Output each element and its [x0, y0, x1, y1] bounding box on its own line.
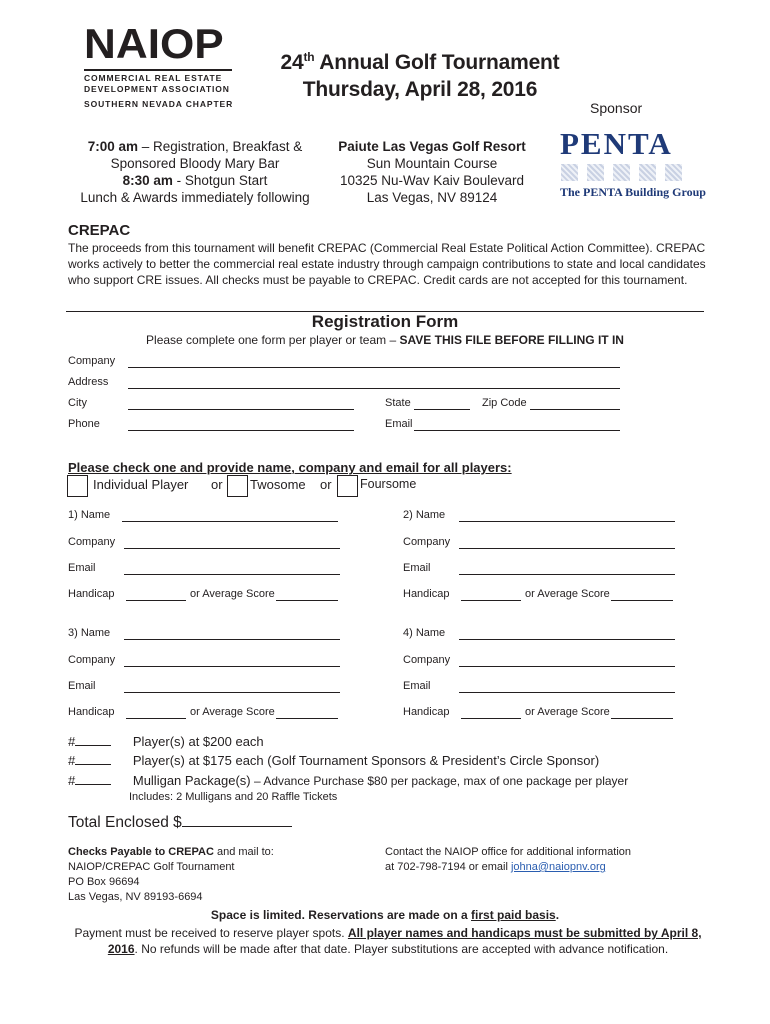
- penta-wordmark: PENTA: [560, 126, 673, 161]
- sponsor-label: Sponsor: [590, 100, 643, 116]
- total-enclosed: Total Enclosed $: [68, 812, 292, 832]
- player-1-avg-label: or Average Score: [190, 588, 275, 600]
- form-title: Registration Form: [311, 312, 459, 331]
- form-instructions: Please complete one form per player or team – SAVE THIS FILE BEFORE FILLING IT IN: [146, 333, 624, 347]
- logo-line-1: COMMERCIAL REAL ESTATE: [84, 73, 223, 83]
- player-3-email-field[interactable]: [124, 692, 340, 693]
- zip-label: Zip Code: [482, 397, 527, 409]
- event-title: [240, 44, 600, 103]
- logo-divider: [84, 69, 232, 71]
- player-3-avg-label: or Average Score: [190, 706, 275, 718]
- price-row-mulligan: # Mulligan Package(s) – Advance Purchase $80 per package, max of one package per player: [68, 773, 629, 788]
- player-2-avg-field[interactable]: [611, 600, 673, 601]
- player-2-name-field[interactable]: [459, 521, 675, 522]
- or-text: or: [320, 477, 332, 492]
- title-line-2: Thursday, April 28, 2016: [302, 78, 538, 101]
- player-4-email-label: Email: [403, 680, 431, 692]
- player-1-company-field[interactable]: [124, 548, 340, 549]
- player-4-name-label: 4) Name: [403, 627, 446, 639]
- sponsor-qty-field[interactable]: [75, 752, 111, 765]
- standard-qty-field[interactable]: [75, 733, 111, 746]
- address-field[interactable]: [128, 388, 620, 389]
- price-row-standard: # Player(s) at $200 each: [68, 734, 264, 749]
- player-1-name-label: 1) Name: [68, 509, 111, 521]
- company-label: Company: [68, 355, 116, 367]
- player-2-name-label: 2) Name: [403, 509, 446, 521]
- schedule: 7:00 am – Registration, Breakfast & Sponsored Bloody Mary Bar 8:30 am - Shotgun Start Lunch & Awards immediately following: [80, 139, 310, 205]
- player-4-handicap-label: Handicap: [403, 706, 450, 718]
- phone-field[interactable]: [128, 430, 354, 431]
- naiop-wordmark: NAIOP: [84, 20, 224, 67]
- player-3-name-label: 3) Name: [68, 627, 111, 639]
- state-field[interactable]: [414, 409, 470, 410]
- player-3-avg-field[interactable]: [276, 718, 338, 719]
- penta-logo: [560, 126, 706, 200]
- price-row-sponsor: # Player(s) at $175 each (Golf Tournament Sponsors & President’s Circle Sponsor): [68, 753, 600, 768]
- company-field[interactable]: [128, 367, 620, 368]
- player-3-company-field[interactable]: [124, 666, 340, 667]
- email-label: Email: [385, 418, 413, 430]
- player-2-company-field[interactable]: [459, 548, 675, 549]
- player-1-handicap-label: Handicap: [68, 588, 115, 600]
- player-4-name-field[interactable]: [459, 639, 675, 640]
- player-4-company-label: Company: [403, 654, 451, 666]
- mulligan-includes: Includes: 2 Mulligans and 20 Raffle Tickets: [129, 791, 338, 803]
- penta-subtitle: The PENTA Building Group: [560, 185, 706, 199]
- total-field[interactable]: [182, 812, 292, 827]
- zip-field[interactable]: [530, 409, 620, 410]
- logo-line-2: DEVELOPMENT ASSOCIATION: [84, 84, 230, 94]
- player-2-email-field[interactable]: [459, 574, 675, 575]
- venue: Paiute Las Vegas Golf Resort Sun Mountain Course 10325 Nu-Wav Kaiv Boulevard Las Vegas, NV 89124: [338, 139, 526, 205]
- phone-label: Phone: [68, 418, 100, 430]
- foursome-checkbox[interactable]: [337, 475, 358, 497]
- player-4-avg-field[interactable]: [611, 718, 673, 719]
- foursome-label: Foursome: [360, 477, 417, 491]
- player-1-email-label: Email: [68, 562, 96, 574]
- twosome-label: Twosome: [250, 477, 306, 492]
- player-2-handicap-label: Handicap: [403, 588, 450, 600]
- player-4-email-field[interactable]: [459, 692, 675, 693]
- payment-terms: Payment must be received to reserve player spots. All player names and handicaps must be submitted by April 8, 2016. No refunds will be made after that date. Player substitutions are accepted with advance notification.: [74, 926, 702, 956]
- mulligan-qty-field[interactable]: [75, 772, 111, 785]
- player-4-handicap-field[interactable]: [461, 718, 521, 719]
- address-label: Address: [68, 376, 109, 388]
- player-1-handicap-field[interactable]: [126, 600, 186, 601]
- player-2-email-label: Email: [403, 562, 431, 574]
- player-3-handicap-field[interactable]: [126, 718, 186, 719]
- player-1-name-field[interactable]: [122, 521, 338, 522]
- naiop-logo: [84, 22, 234, 110]
- twosome-checkbox[interactable]: [227, 475, 248, 497]
- crepac-heading: CREPAC: [68, 222, 131, 239]
- city-label: City: [68, 397, 87, 409]
- city-field[interactable]: [128, 409, 354, 410]
- players-heading: Please check one and provide name, company and email for all players:: [68, 460, 512, 475]
- player-3-handicap-label: Handicap: [68, 706, 115, 718]
- player-1-avg-field[interactable]: [276, 600, 338, 601]
- penta-pattern: [561, 164, 690, 181]
- individual-checkbox[interactable]: [67, 475, 88, 497]
- player-2-company-label: Company: [403, 536, 451, 548]
- player-4-company-field[interactable]: [459, 666, 675, 667]
- player-2-handicap-field[interactable]: [461, 600, 521, 601]
- state-label: State: [385, 397, 411, 409]
- player-1-email-field[interactable]: [124, 574, 340, 575]
- crepac-description: The proceeds from this tournament will benefit CREPAC (Commercial Real Estate Political Action Committee). CREPAC works actively to better the commercial real estate industry through campaign contributions to state and local candidates who support CRE issues. All checks must be payable to CREPAC. Credit cards are not accepted for this tournament.: [68, 241, 706, 287]
- or-text: or: [211, 477, 223, 492]
- player-3-name-field[interactable]: [124, 639, 340, 640]
- space-limited-notice: Space is limited. Reservations are made on a first paid basis.: [210, 908, 560, 922]
- contact-email-link[interactable]: johna@naiopnv.org: [510, 861, 606, 873]
- player-3-company-label: Company: [68, 654, 116, 666]
- mail-instructions: Checks Payable to CREPAC and mail to: NAIOP/CREPAC Golf Tournament PO Box 96694 Las Vegas, NV 89193-6694: [68, 846, 274, 903]
- player-3-email-label: Email: [68, 680, 96, 692]
- player-1-company-label: Company: [68, 536, 116, 548]
- title-line-1: 24th Annual Golf Tournament: [280, 50, 560, 74]
- individual-label: Individual Player: [93, 477, 189, 492]
- contact-info: Contact the NAIOP office for additional information at 702-798-7194 or email johna@naiopnv.org: [385, 846, 632, 873]
- player-2-avg-label: or Average Score: [525, 588, 610, 600]
- logo-line-3: SOUTHERN NEVADA CHAPTER: [84, 99, 234, 109]
- player-4-avg-label: or Average Score: [525, 706, 610, 718]
- email-field[interactable]: [414, 430, 620, 431]
